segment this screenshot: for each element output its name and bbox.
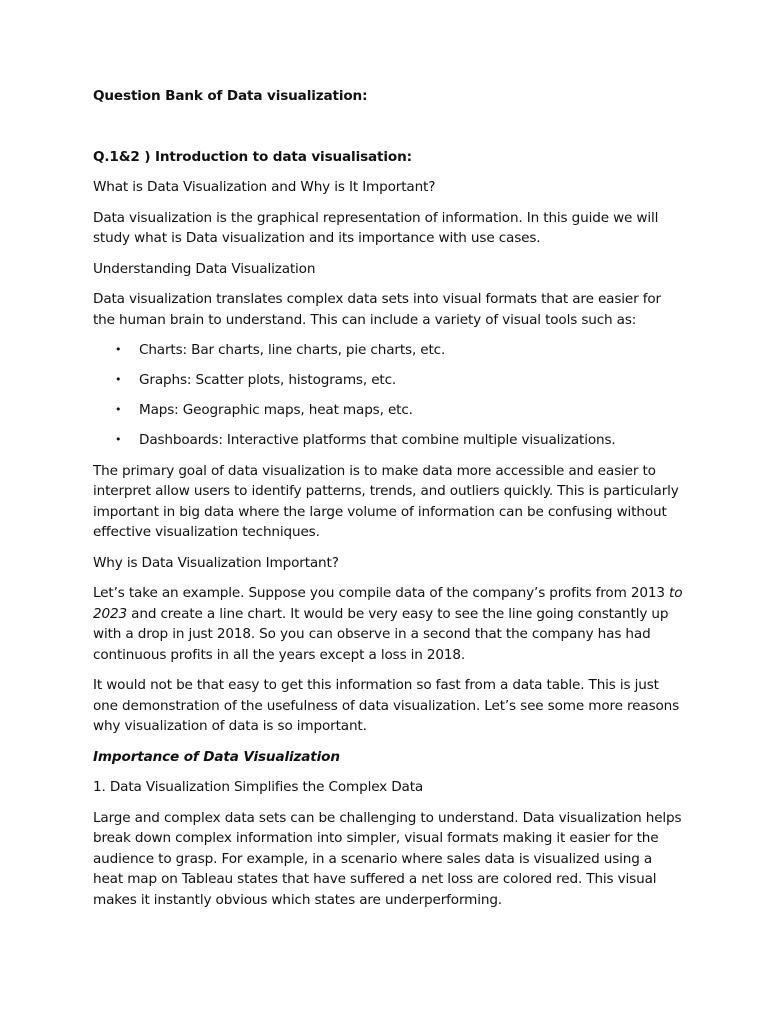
list-item-text: Charts: Bar charts, line charts, pie charts, etc. [139, 342, 446, 358]
list-item-text: Dashboards: Interactive platforms that combine multiple visualizations. [139, 432, 616, 448]
example-paragraph [93, 583, 683, 665]
translates-paragraph: Data visualization translates complex data sets into visual formats that are easier for the human brain to understand. This can include a variety of visual tools such as: [93, 291, 661, 328]
list-item-text: Maps: Geographic maps, heat maps, etc. [139, 402, 413, 418]
document-title: Question Bank of Data visualization: [93, 88, 368, 104]
list-item [93, 430, 683, 451]
point1-heading: 1. Data Visualization Simplifies the Complex Data [93, 779, 424, 795]
example-text-part2: and create a line chart. It would be very easy to see the line going constantly up with a drop in just 2018. So you can observe in a second that the company has had continuous profits in all the years except a loss in 2018. [93, 605, 669, 663]
visual-tools-list [93, 340, 683, 451]
list-item [93, 340, 683, 361]
goal-paragraph: The primary goal of data visualization is to make data more accessible and easier to interpret allow users to identify patterns, trends, and outliers quickly. This is particularly important in big data where the large volume of information can be confusing without effective visualization techniques. [93, 462, 679, 540]
data-table-paragraph: It would not be that easy to get this information so fast from a data table. This is just one demonstration of the usefulness of data visualization. Let’s see some more reasons why visualization of data is so important. [93, 677, 680, 734]
bullet-icon: • [115, 343, 122, 356]
list-item [93, 370, 683, 391]
understanding-heading: Understanding Data Visualization [93, 260, 316, 277]
section-heading: Q.1&2 ) Introduction to data visualisation: [93, 148, 412, 165]
example-text-part1: Let’s take an example. Suppose you compile data of the company’s profits from 2013 [93, 585, 670, 601]
bullet-icon: • [115, 373, 122, 386]
bullet-icon: • [115, 403, 122, 416]
document-page [93, 86, 683, 920]
intro-paragraph: Data visualization is the graphical representation of information. In this guide we will study what is Data visualization and its importance with use cases. [93, 209, 659, 246]
list-item-text: Graphs: Scatter plots, histograms, etc. [139, 372, 397, 388]
question-line: What is Data Visualization and Why is It Important? [93, 179, 436, 195]
list-item [93, 400, 683, 421]
point1-paragraph: Large and complex data sets can be challenging to understand. Data visualization helps break down complex information into simpler, visual formats making it easier for the audience to grasp. For example, in a scenario where sales data is visualized using a heat map on Tableau states that have suffered a net loss are colored red. This visual makes it instantly obvious which states are underperforming. [93, 809, 682, 908]
importance-heading: Importance of Data Visualization [93, 748, 340, 765]
bullet-icon: • [115, 433, 122, 446]
why-heading: Why is Data Visualization Important? [93, 554, 339, 571]
example-text-italic: to 2023 [93, 585, 683, 622]
